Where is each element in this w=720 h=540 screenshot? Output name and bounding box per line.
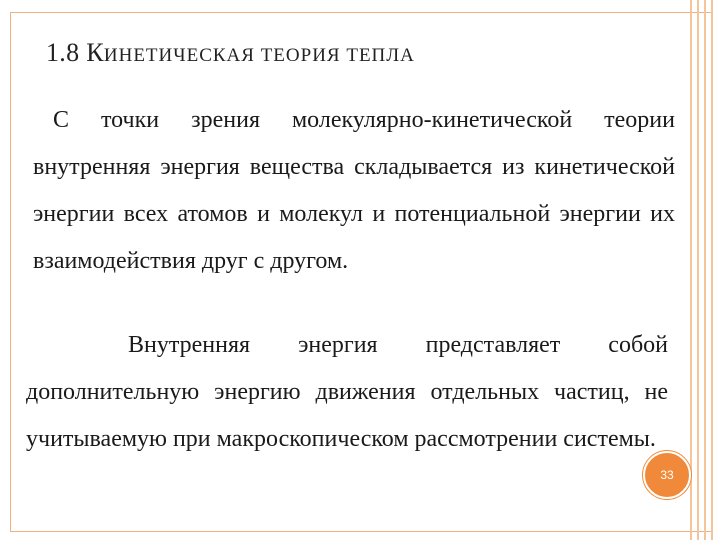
title-rest: ИНЕТИЧЕСКАЯ ТЕОРИЯ ТЕПЛА [103, 45, 415, 66]
decorative-rail [704, 0, 706, 540]
title-initial: К [86, 38, 104, 67]
decorative-rail [711, 0, 713, 540]
paragraph-2: Внутренняя энергия представляет собой дополнительную энергию движения отдельных частиц, не учитываемую при макроскопическом рассмотрении системы. [26, 332, 668, 452]
decorative-rail [690, 0, 692, 540]
slide-title [46, 38, 415, 68]
page-number-badge: 33 [643, 451, 691, 499]
paragraph-1: С точки зрения молекулярно-кинетической теории внутренняя энергия вещества складывается из кинетической энергии всех атомов и молекул и потенциальной энергии их взаимодействия друг с другом. [33, 107, 675, 274]
decorative-rail [697, 0, 699, 540]
title-number: 1.8 [46, 38, 80, 67]
